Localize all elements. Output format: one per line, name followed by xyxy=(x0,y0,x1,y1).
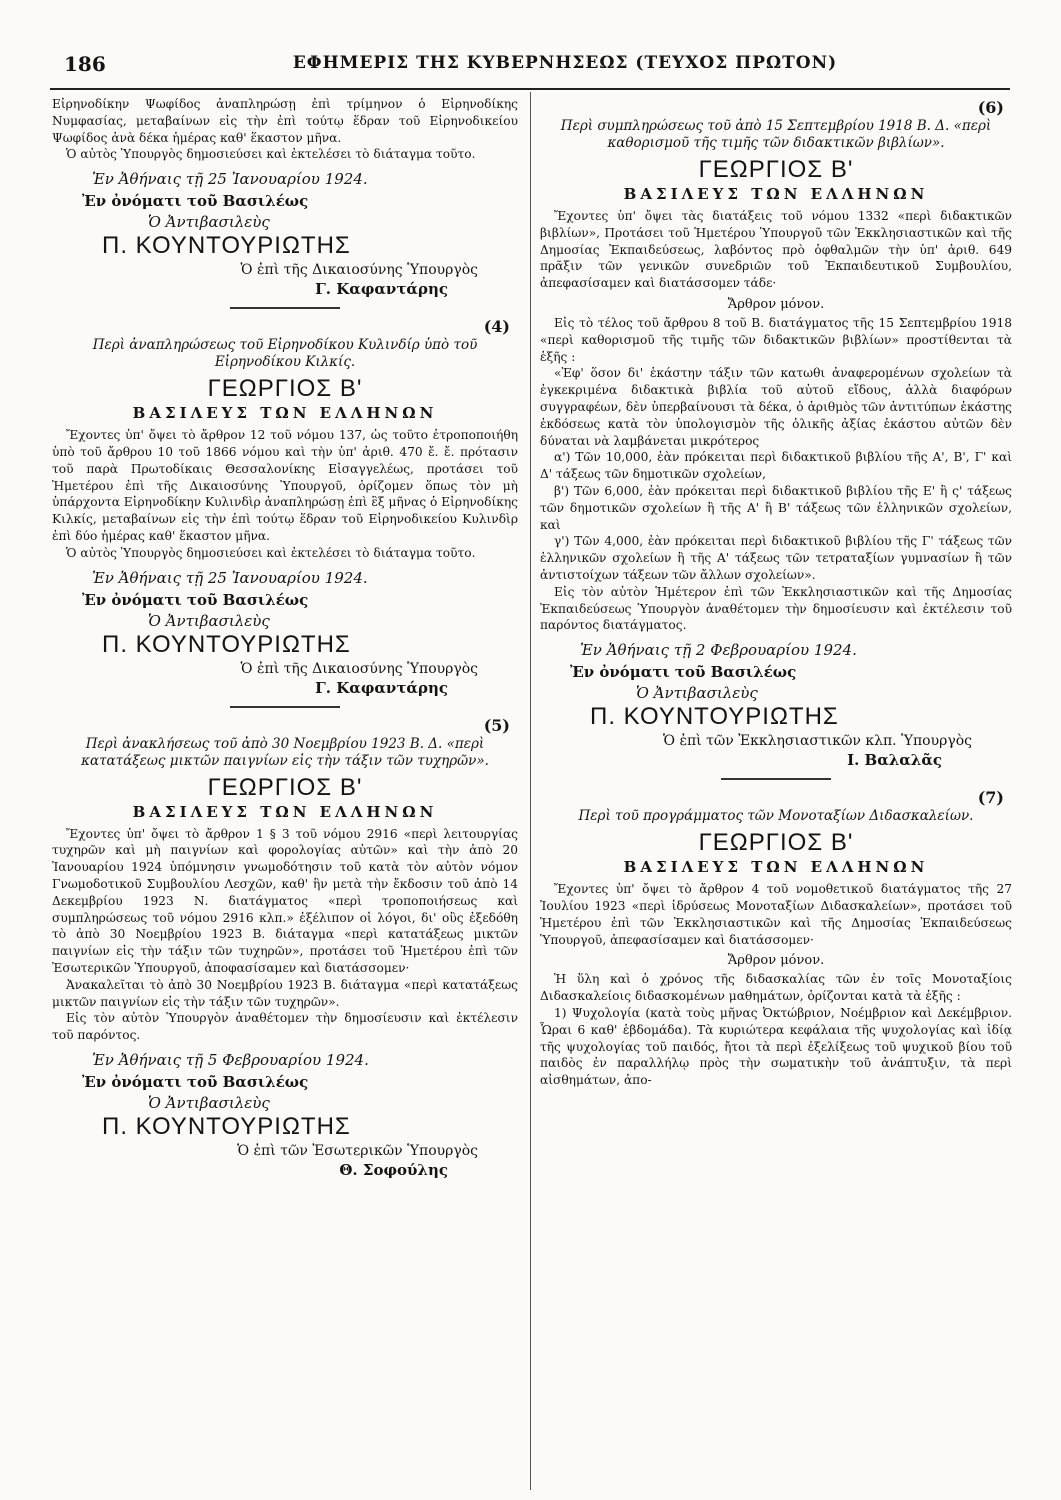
decree-body: Ἔχοντες ὑπ' ὄψει τὰς διατάξεις τοῦ νόμου 1332 «περὶ διδακτικῶν βιβλίων», Προτάσει τοῦ Ἡμετέρου Ὑπουργοῦ τῶν Ἐκκλησιαστικῶν καὶ τῆς Δημοσίας Ἐκπαιδεύσεως, λαβόντος πρὸ ὀφθαλμῶν τὴν ὑπ' ἀριθ. 649 πρᾶξιν τῶν γενικῶν συνεδριῶν τοῦ Ἐκπαιδευτικοῦ Συμβουλίου, ἀπεφασίσαμεν καὶ διατάσσομεν τάδε· xyxy=(540,209,1012,291)
minister-title: Ὁ ἐπὶ τῶν Ἐσωτερικῶν Ὑπουργὸς xyxy=(237,1142,478,1159)
regent-name: Π. ΚΟΥΝΤΟΥΡΙΩΤΗΣ xyxy=(102,1112,351,1140)
article-heading: Ἄρθρον μόνον. xyxy=(727,296,825,312)
decree-subject: Περὶ ἀνακλήσεως τοῦ ἀπὸ 30 Νοεμβρίου 1923 Β. Δ. «περὶ κατατάξεως μικτῶν παιγνίων εἰς τὴν τάξιν τῶν τυχηρῶν». xyxy=(81,735,489,769)
decree-subject: Περὶ τοῦ προγράμματος τῶν Μονοταξίων Διδασκαλείων. xyxy=(578,808,974,825)
decree-closing: Ὁ αὐτὸς Ὑπουργὸς δημοσιεύσει καὶ ἐκτελέσει τὸ διάταγμα τοῦτο. xyxy=(66,545,476,560)
continued-paragraph: Εἰρηνοδίκην Ψωφίδος ἀναπληρώσῃ ἐπὶ τρίμηνον ὁ Εἰρηνοδίκης Νυμφασίας, μεταβαίνων εἰς τὴν ἐπὶ τούτῳ ἕδραν τοῦ Εἰρηνοδικείου Ψωφίδος ἀνὰ δέκα ἡμέρας καθ' ἕκαστον μῆνα. xyxy=(52,97,518,145)
decree-on-behalf: Ἐν ὀνόματι τοῦ Βασιλέως xyxy=(82,1072,309,1091)
running-title: ΕΦΗΜΕΡΙΣ ΤΗΣ ΚΥΒΕΡΝΗΣΕΩΣ (ΤΕΥΧΟΣ ΠΡΩΤΟΝ) xyxy=(292,53,838,73)
decree-number: (7) xyxy=(977,788,1004,808)
regent-title: Ὁ Ἀντιβασιλεὺς xyxy=(148,611,270,630)
decree-closing: Εἰς τὸν αὐτὸν Ὑπουργὸν ἀναθέτομεν τὴν δημοσίευσιν καὶ ἐκτέλεσιν τοῦ παρόντος. xyxy=(52,1011,518,1043)
minister-name: Ι. Βαλαλᾶς xyxy=(847,751,942,770)
article-quote: «Ἐφ' ὅσον δι' ἑκάστην τάξιν τῶν κατωθι ἀναφερομένων σχολείων τὰ ἐγκεκριμένα διδακτικὰ βιβλία τοῦ αὐτοῦ εἴδους, ἀλλὰ διαφόρων συγγραφέων, δὲν ὑπερβαίνουσι τὰ δέκα, ὁ ἀριθμὸς τῶν ἀντιτύπων ἑκάστης ἐκδόσεως κατὰ τὸν ὑπολογισμὸν τῆς ὁλικῆς ἀξίας ἑκάστου αὐτῶν δὲν δύναται νὰ λαμβάνεται μικρότερος xyxy=(540,366,1012,448)
minister-name: Γ. Καφαντάρης xyxy=(315,678,448,697)
page-number: 186 xyxy=(64,52,106,76)
kingdom-title: ΒΑΣΙΛΕΥΣ ΤΩΝ ΕΛΛΗΝΩΝ xyxy=(623,185,929,203)
decree-subject: Περὶ συμπληρώσεως τοῦ ἀπὸ 15 Σεπτεμβρίου 1918 Β. Δ. «περὶ καθορισμοῦ τῆς τιμῆς τῶν διδακτικῶν βιβλίων». xyxy=(560,118,992,151)
decree-4 xyxy=(52,317,518,697)
kingdom-title: ΒΑΣΙΛΕΥΣ ΤΩΝ ΕΛΛΗΝΩΝ xyxy=(623,858,929,877)
kingdom-title: ΒΑΣΙΛΕΥΣ ΤΩΝ ΕΛΛΗΝΩΝ xyxy=(132,802,438,821)
continued-minister-title: Ὁ ἐπὶ τῆς Δικαιοσύνης Ὑπουργὸς xyxy=(240,262,478,279)
section-rule xyxy=(721,778,831,780)
regent-name: Π. ΚΟΥΝΤΟΥΡΙΩΤΗΣ xyxy=(590,703,839,731)
minister-title: Ὁ ἐπὶ τῶν Ἐκκλησιαστικῶν κλπ. Ὑπουργὸς xyxy=(662,733,972,750)
continued-regent-title: Ὁ Ἀντιβασιλεὺς xyxy=(148,213,270,232)
regent-name: Π. ΚΟΥΝΤΟΥΡΙΩΤΗΣ xyxy=(102,630,351,658)
decree-body: Ἔχοντες ὑπ' ὄψει τὸ ἄρθρον 12 τοῦ νόμου 137, ὡς τοῦτο ἐτροποποιήθη ὑπὸ τοῦ ἄρθρου 10 τοῦ 1866 νόμου καὶ τὴν ὑπ' ἀριθ. 470 ἔ. ἔ. πρότασιν τοῦ παρὰ Πρωτοδίκαις Θεσσαλονίκης Εἰσαγγελέως, προτάσει τοῦ Ἡμετέρου ἐπὶ τῆς Δικαιοσύνης Ὑπουργοῦ, ὁρίζομεν ὅπως τὸν μὴ ὑπάρχοντα Εἰρηνοδίκην Κυλινδὶρ ἀναπληρώσῃ ἐπὶ ἓξ μῆνας ὁ Εἰρηνοδίκης Κιλκίς, μεταβαίνων εἰς τὴν ἐπὶ τούτῳ ἕδραν τοῦ Εἰρηνοδικείου Κυλινδὶρ ἐπὶ δύο ἡμέρας καθ' ἕκαστον μῆνα. xyxy=(52,428,518,543)
article-body: Εἰς τὸ τέλος τοῦ ἄρθρου 8 τοῦ Β. διατάγματος τῆς 15 Σεπτεμβρίου 1918 «περὶ καθορισμοῦ τῆς τιμῆς τῶν διδακτικῶν βιβλίων» προστίθενται τὰ ἑξῆς : xyxy=(540,315,1012,364)
decree-number: (6) xyxy=(977,98,1004,117)
regent-title: Ὁ Ἀντιβασιλεὺς xyxy=(636,684,758,703)
article-body: Ἡ ὕλη καὶ ὁ χρόνος τῆς διδασκαλίας τῶν ἐν τοῖς Μονοταξίοις Διδασκαλείοις διδασκομένων μαθημάτων, ὁρίζονται κατὰ τὰ ἑξῆς : xyxy=(540,972,1012,1004)
decree-body: Ἔχοντες ὑπ' ὄψει τὸ ἄρθρον 1 § 3 τοῦ νόμου 2916 «περὶ λειτουργίας τυχηρῶν καὶ μὴ παιγνίων καὶ φορολογίας αὐτῶν» καὶ τὴν ἀπὸ 20 Ἰανουαρίου 1924 ὑπόμνησιν γνωμοδότησιν τοῦ κατὰ τὸν αὐτὸν νόμον Γνωμοδοτικοῦ Συμβουλίου Λεσχῶν, καθ' ἣν μετὰ τὴν ἔκδοσιν τοῦ ἀπὸ 14 Δεκεμβρίου 1923 Ν. διατάγματος «περὶ τροποποιήσεως καὶ συμπληρώσεως τοῦ νόμου 2916 κλπ.» ἐξέλιπον οἱ λόγοι, δι' οὓς ἐξεδόθη τὸ ἀπὸ 30 Νοεμβρίου 1923 Β. διάταγμα «περὶ κατατάξεως μικτῶν παιγνίων εἰς τὴν τάξιν τῶν τυχηρῶν», προτάσει τοῦ Ἡμετέρου ἐπὶ τῶν Ἐσωτερικῶν Ὑπουργοῦ, ἀποφασίσαμεν καὶ διατάσσομεν· xyxy=(52,826,518,975)
continued-closing: Ὁ αὐτὸς Ὑπουργὸς δημοσιεύσει καὶ ἐκτελέσει τὸ διάταγμα τοῦτο. xyxy=(66,147,476,162)
decree-body: Ἔχοντες ὑπ' ὄψει τὸ ἄρθρον 4 τοῦ νομοθετικοῦ διατάγματος τῆς 27 Ἰουλίου 1923 «περὶ ἱδρύσεως Μονοταξίων Διδασκαλείων», προτάσει τοῦ Ἡμετέρου ἐπὶ τῶν Ἐκκλησιαστικῶν καὶ τῆς Δημοσίας Ἐκπαιδεύσεως Ὑπουργοῦ, ἀπεφασίσαμεν καὶ διατάσσομεν· xyxy=(540,882,1012,947)
minister-name: Θ. Σοφούλης xyxy=(339,1160,448,1179)
list-item: α') Τῶν 10,000, ἐὰν πρόκειται περὶ διδακτικοῦ βιβλίου τῆς Α', Β', Γ' καὶ Δ' τάξεως τῶν δημοτικῶν σχολείων, xyxy=(540,450,1012,482)
regent-title: Ὁ Ἀντιβασιλεὺς xyxy=(148,1093,270,1112)
decree-on-behalf: Ἐν ὀνόματι τοῦ Βασιλέως xyxy=(82,590,309,609)
decree-date: Ἐν Ἀθήναις τῇ 2 Φεβρουαρίου 1924. xyxy=(580,641,857,660)
decree-7 xyxy=(540,788,1012,1089)
decree-date: Ἐν Ἀθήναις τῇ 5 Φεβρουαρίου 1924. xyxy=(92,1050,369,1069)
list-item: β') Τῶν 6,000, ἐὰν πρόκειται περὶ διδακτικοῦ βιβλίου τῆς Ε' ἢ ς' τάξεως τῶν δημοτικῶν σχολείων ἢ τῆς Α' ἢ Β' τάξεως τῶν ἑλληνικῶν σχολείων, καὶ xyxy=(540,483,1012,532)
decree-number: (5) xyxy=(483,715,510,735)
decree-date: Ἐν Ἀθήναις τῇ 25 Ἰανουαρίου 1924. xyxy=(92,568,368,587)
article-heading: Ἄρθρον μόνον. xyxy=(727,953,825,969)
right-column xyxy=(540,96,1012,1089)
column-divider xyxy=(530,92,531,1490)
kingdom-title: ΒΑΣΙΛΕΥΣ ΤΩΝ ΕΛΛΗΝΩΝ xyxy=(132,404,438,423)
king-title: ΓΕΩΡΓΙΟΣ Β' xyxy=(207,375,363,403)
section-rule xyxy=(230,307,340,309)
continued-on-behalf: Ἐν ὀνόματι τοῦ Βασιλέως xyxy=(82,192,309,211)
king-title: ΓΕΩΡΓΙΟΣ Β' xyxy=(698,829,854,857)
decree-closing: Εἰς τὸν αὐτὸν Ἡμέτερον ἐπὶ τῶν Ἐκκλησιαστικῶν καὶ τῆς Δημοσίας Ἐκπαιδεύσεως Ὑπουργὸν ἀναθέτομεν τὴν δημοσίευσιν καὶ ἐκτέλεσιν τοῦ παρόντος διατάγματος. xyxy=(540,584,1012,633)
minister-title: Ὁ ἐπὶ τῆς Δικαιοσύνης Ὑπουργὸς xyxy=(240,660,478,677)
section-rule xyxy=(230,706,340,708)
decree-5 xyxy=(52,716,518,1180)
king-title: ΓΕΩΡΓΙΟΣ Β' xyxy=(698,156,854,183)
king-title: ΓΕΩΡΓΙΟΣ Β' xyxy=(207,773,363,801)
decree-on-behalf: Ἐν ὀνόματι τοῦ Βασιλέως xyxy=(570,663,797,682)
decree-6 xyxy=(540,98,1012,770)
list-item: γ') Τῶν 4,000, ἐὰν πρόκειται περὶ διδακτικοῦ βιβλίου τῆς Γ' τάξεως τῶν ἑλληνικῶν σχολείων ἢ τῆς Α' τάξεως τῶν τετραταξίων γυμνασίων ἢ τῶν ἀντιστοίχων τάξεων τῶν ἄλλων σχολείων». xyxy=(540,534,1012,582)
decree-number: (4) xyxy=(483,317,510,337)
left-column xyxy=(52,96,518,1184)
decree-subject: Περὶ ἀναπληρώσεως τοῦ Εἰρηνοδίκου Κυλινδίρ ὑπὸ τοῦ Εἰρηνοδίκου Κιλκίς. xyxy=(92,337,478,371)
decree-body-revocation: Ἀνακαλεῖται τὸ ἀπὸ 30 Νοεμβρίου 1923 Β. διάταγμα «περὶ κατατάξεως μικτῶν παιγνίων εἰς τὴν τάξιν τῶν τυχηρῶν». xyxy=(52,977,518,1009)
page-header xyxy=(50,48,1010,90)
continued-date: Ἐν Ἀθήναις τῇ 25 Ἰανουαρίου 1924. xyxy=(92,170,368,189)
continued-minister-name: Γ. Καφαντάρης xyxy=(315,280,448,299)
continued-regent-name: Π. ΚΟΥΝΤΟΥΡΙΩΤΗΣ xyxy=(102,232,351,260)
list-item: 1) Ψυχολογία (κατὰ τοὺς μῆνας Ὀκτώβριον, Νοέμβριον καὶ Δεκέμβριον. Ὧραι 6 καθ' ἑβδομάδα). Τὰ κυριώτερα κεφάλαια τῆς ψυχολογίας καὶ ἰδίᾳ τῆς ψυχολογίας τοῦ παιδός, ἤτοι τὰ περὶ ἐξελίξεως τοῦ ψυχικοῦ βίου τοῦ παιδὸς ἐν παραλλήλῳ πρὸς τὴν σωματικὴν τοῦ ἀνάπτυξιν, τὰ περὶ αἰσθημάτων, ἀπο- xyxy=(540,1005,1012,1088)
